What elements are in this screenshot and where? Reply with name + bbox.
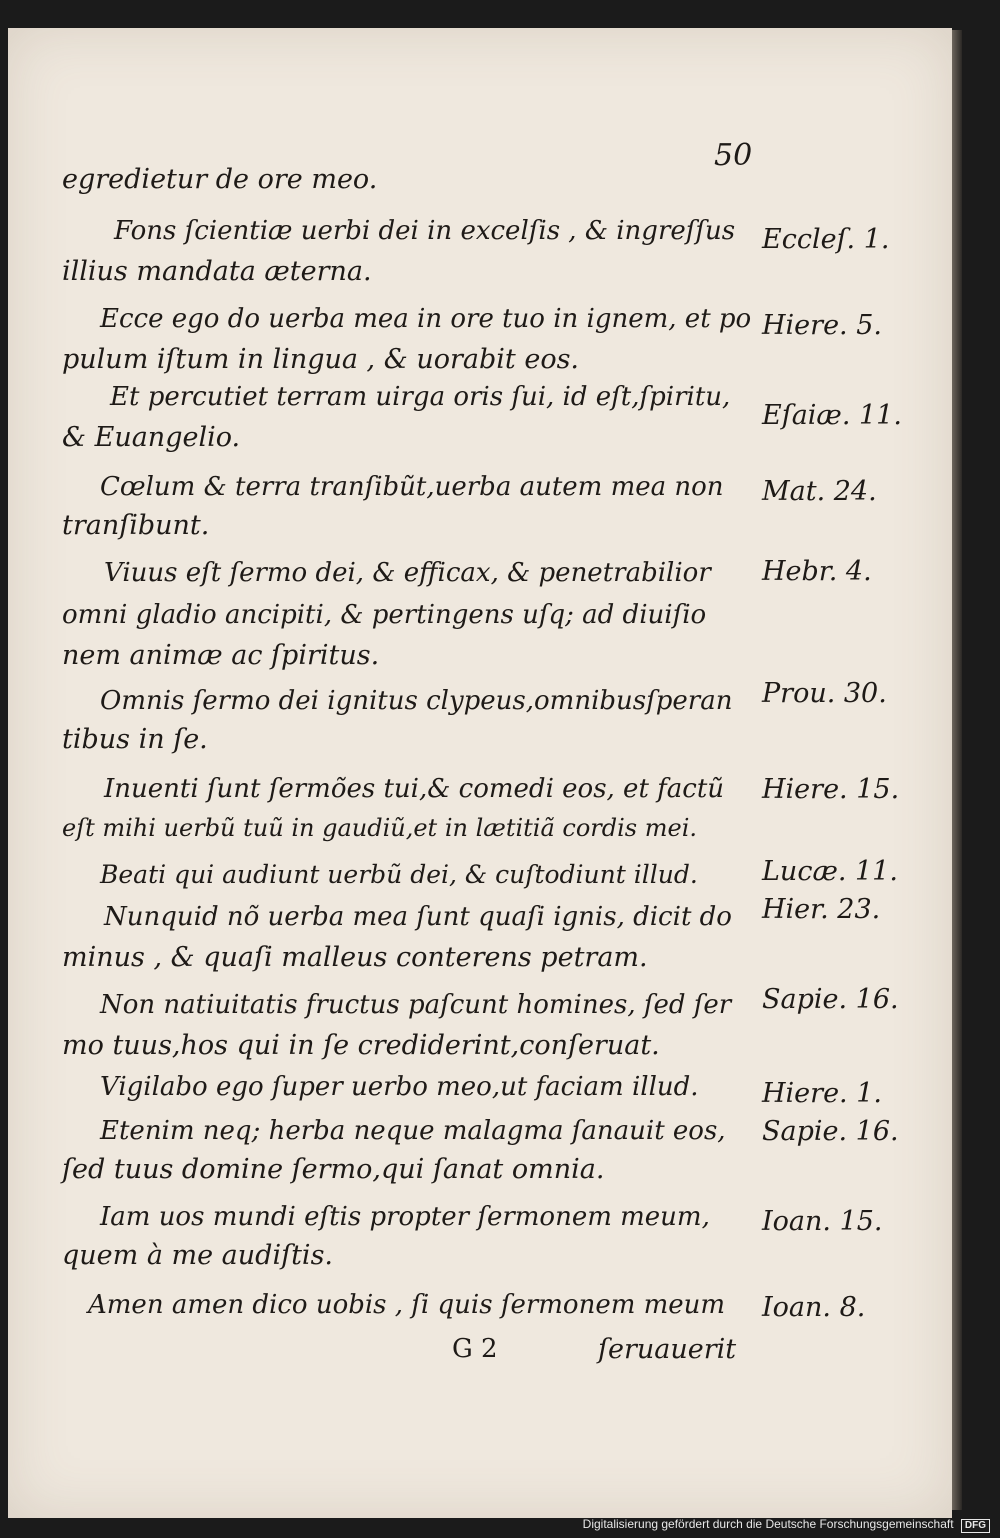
margin-reference: Prou. 30. xyxy=(762,678,887,709)
margin-reference: Mat. 24. xyxy=(762,476,877,507)
text-line: eſt mihi uerbũ tuũ in gaudiũ,et in lætitiã cordis mei. xyxy=(62,814,698,842)
text-line: Omnis ſermo dei ignitus clypeus,omnibusſperan xyxy=(100,686,733,716)
text-line: Amen amen dico uobis , ſi quis ſermonem meum xyxy=(88,1290,726,1320)
text-line: pulum iſtum in lingua , & uorabit eos. xyxy=(62,344,580,375)
text-line: tibus in ſe. xyxy=(62,724,208,755)
margin-reference: Hebr. 4. xyxy=(762,556,872,587)
text-line: Ecce ego do uerba mea in ore tuo in ignem, et po xyxy=(100,304,752,334)
text-line: mo tuus,hos qui in ſe crediderint,conſeruat. xyxy=(62,1030,660,1061)
dfg-logo: DFG xyxy=(961,1519,990,1533)
margin-reference: Lucæ. 11. xyxy=(762,856,898,887)
text-line: Nunquid nõ uerba mea ſunt quaſi ignis, dicit do xyxy=(104,902,732,932)
text-line: illius mandata æterna. xyxy=(62,256,372,287)
text-line: Et percutiet terram uirga oris ſui, id eſt,ſpiritu, xyxy=(110,382,731,412)
margin-reference: Hier. 23. xyxy=(762,894,881,925)
text-line: Beati qui audiunt uerbũ dei, & cuſtodiunt illud. xyxy=(100,860,698,889)
text-line: Iam uos mundi eſtis propter ſermonem meum, xyxy=(100,1202,710,1232)
margin-reference: Sapie. 16. xyxy=(762,1116,899,1147)
margin-reference: Eſaiæ. 11. xyxy=(762,400,902,431)
text-line: Inuenti ſunt ſermões tui,& comedi eos, et factũ xyxy=(104,774,725,804)
text-line: Fons ſcientiæ uerbi dei in excelſis , & ingreſſus xyxy=(114,216,736,246)
margin-reference: Hiere. 5. xyxy=(762,310,882,341)
text-line: quem à me audiſtis. xyxy=(62,1240,334,1271)
credit-text: Digitalisierung gefördert durch die Deutsche Forschungsgemeinschaft xyxy=(582,1517,954,1531)
margin-reference: Ecclеſ. 1. xyxy=(762,224,890,255)
text-line: Non natiuitatis fructus paſcunt homines, ſed ſer xyxy=(100,990,732,1020)
digitization-credit xyxy=(583,1517,990,1533)
text-line: minus , & quaſi malleus conterens petram. xyxy=(62,942,648,973)
text-line: & Euangelio. xyxy=(62,422,241,453)
margin-reference: Sapie. 16. xyxy=(762,984,899,1015)
catchword: ſeruauerit xyxy=(598,1334,737,1365)
margin-reference: Hiere. 15. xyxy=(762,774,900,805)
margin-reference: Ioan. 8. xyxy=(762,1292,866,1323)
text-line: tranſibunt. xyxy=(62,510,210,541)
margin-reference: Hiere. 1. xyxy=(762,1078,882,1109)
text-line: omni gladio ancipiti, & pertingens uſq; ad diuiſio xyxy=(62,600,707,630)
text-line: ſed tuus domine ſermo,qui ſanat omnia. xyxy=(62,1154,605,1185)
folio-number: 50 xyxy=(714,138,753,173)
text-line: nem animæ ac ſpiritus. xyxy=(62,640,380,671)
text-line: Vigilabo ego ſuper uerbo meo,ut faciam illud. xyxy=(100,1072,699,1102)
text-line: Viuus eſt ſermo dei, & efficax, & penetrabilior xyxy=(104,558,711,588)
text-line: Cœlum & terra tranſibũt,uerba autem mea non xyxy=(100,472,724,502)
margin-reference: Ioan. 15. xyxy=(762,1206,883,1237)
signature-mark: G 2 xyxy=(452,1334,498,1364)
text-line: egredietur de ore meo. xyxy=(62,164,378,195)
text-line: Etenim neq; herba neque malagma ſanauit eos, xyxy=(100,1116,726,1146)
